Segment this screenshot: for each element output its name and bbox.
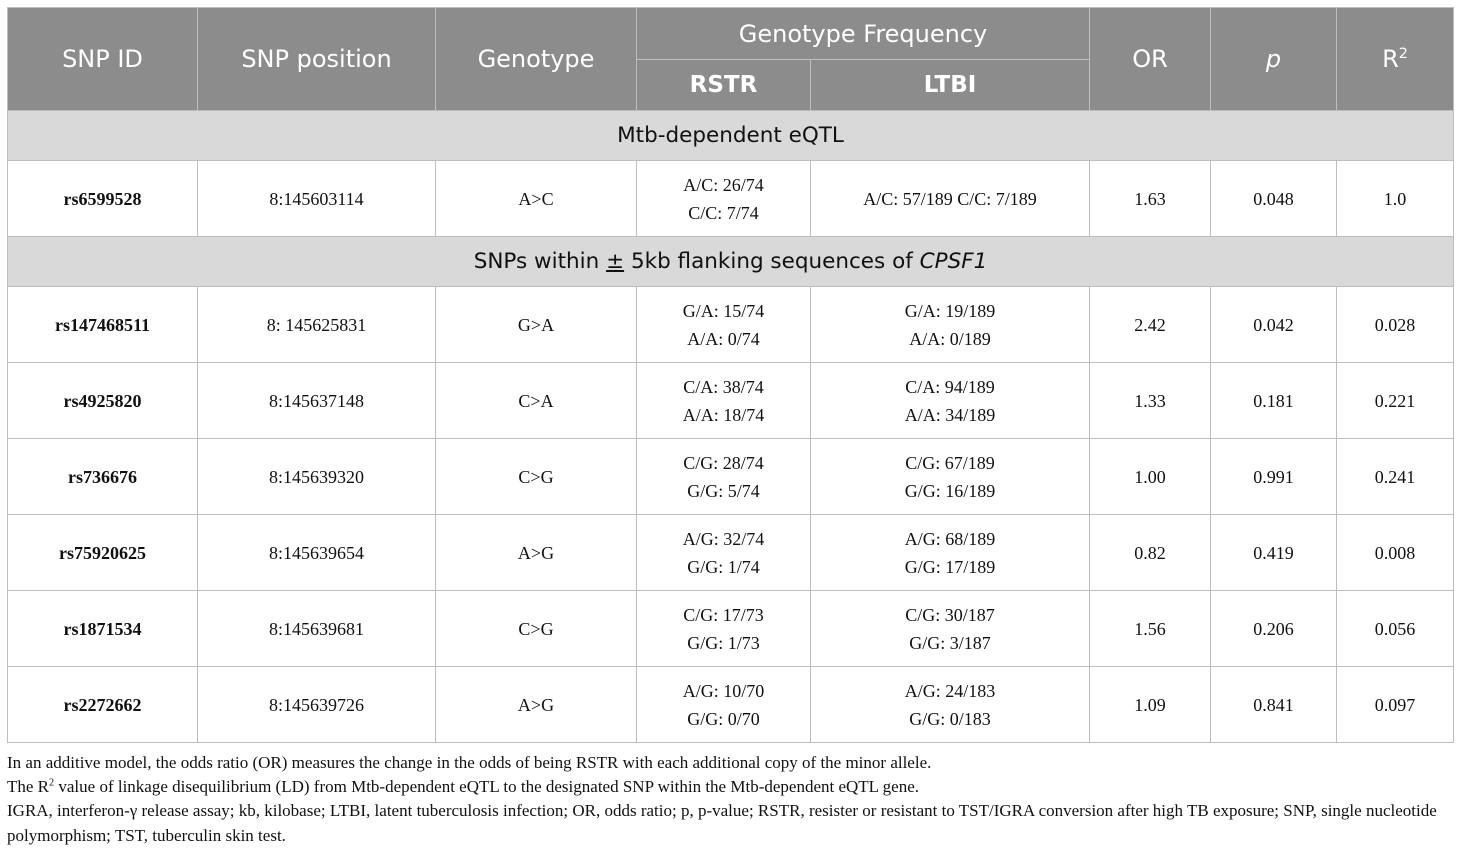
genotype-cell: A>G — [436, 515, 637, 591]
p-cell: 0.181 — [1211, 363, 1337, 439]
ltbi-cell — [811, 667, 1090, 743]
r2-cell: 0.241 — [1337, 439, 1454, 515]
section-title-eqtl: Mtb-dependent eQTL — [8, 111, 1454, 161]
table-row — [8, 515, 1454, 591]
rstr-line: C/A: 38/74 — [683, 376, 764, 397]
snp-id-cell: rs75920625 — [8, 515, 198, 591]
or-cell: 1.09 — [1090, 667, 1211, 743]
rstr-line: A/A: 0/74 — [687, 328, 760, 349]
rstr-line: A/G: 10/70 — [682, 680, 765, 701]
rstr-line: G/G: 5/74 — [687, 480, 760, 501]
table-row — [8, 363, 1454, 439]
r2-cell: 0.097 — [1337, 667, 1454, 743]
table-footnotes — [7, 751, 1453, 848]
snp-id-cell: rs147468511 — [8, 287, 198, 363]
genotype-cell: A>C — [436, 161, 637, 237]
or-cell: 1.63 — [1090, 161, 1211, 237]
genotype-cell: C>G — [436, 439, 637, 515]
ltbi-line: G/G: 0/183 — [909, 708, 991, 729]
table-row — [8, 439, 1454, 515]
snp-position-cell: 8:145639320 — [198, 439, 436, 515]
rstr-line: C/G: 17/73 — [683, 604, 764, 625]
genotype-cell: C>G — [436, 591, 637, 667]
footnote-r2-pre: The R — [7, 777, 50, 797]
genotype-cell: A>G — [436, 667, 637, 743]
rstr-cell — [637, 363, 811, 439]
p-cell: 0.042 — [1211, 287, 1337, 363]
header-r2-base: R — [1382, 45, 1399, 73]
or-cell: 2.42 — [1090, 287, 1211, 363]
table-header — [8, 8, 1454, 111]
rstr-line: G/A: 15/74 — [682, 300, 765, 321]
rstr-cell — [637, 161, 811, 237]
footnote-r2-superscript: 2 — [49, 777, 55, 789]
snp-table — [7, 7, 1454, 743]
section-row — [8, 111, 1454, 161]
snp-position-cell: 8:145639726 — [198, 667, 436, 743]
footnote-r2-post: value of linkage disequilibrium (LD) from Mtb-dependent eQTL to the designated SNP within the Mtb-dependent eQTL gene. — [54, 777, 920, 797]
ltbi-cell — [811, 591, 1090, 667]
ltbi-line: G/G: 3/187 — [909, 632, 991, 653]
snp-id-cell: rs736676 — [8, 439, 198, 515]
header-snp-position: SNP position — [198, 8, 436, 111]
r2-cell: 0.028 — [1337, 287, 1454, 363]
ltbi-line: A/C: 57/189 C/C: 7/189 — [863, 188, 1037, 209]
snp-id-cell: rs6599528 — [8, 161, 198, 237]
footnote-or: In an additive model, the odds ratio (OR) measures the change in the odds of being RSTR with each additional copy of the minor allele. — [7, 753, 932, 772]
rstr-cell — [637, 591, 811, 667]
ltbi-line: A/A: 0/189 — [909, 328, 991, 349]
snp-position-cell: 8:145639654 — [198, 515, 436, 591]
or-cell: 1.56 — [1090, 591, 1211, 667]
ltbi-cell — [811, 439, 1090, 515]
r2-cell: 1.0 — [1337, 161, 1454, 237]
r2-cell: 0.008 — [1337, 515, 1454, 591]
rstr-cell — [637, 515, 811, 591]
rstr-cell — [637, 667, 811, 743]
footnote-r2 — [7, 775, 1453, 799]
snp-position-cell: 8:145639681 — [198, 591, 436, 667]
table-row — [8, 591, 1454, 667]
section-title-mid: 5kb flanking sequences of — [624, 249, 920, 274]
p-cell: 0.048 — [1211, 161, 1337, 237]
rstr-line: A/G: 32/74 — [682, 528, 765, 549]
header-p: p — [1211, 8, 1337, 111]
p-cell: 0.841 — [1211, 667, 1337, 743]
rstr-cell — [637, 287, 811, 363]
ltbi-line: A/G: 68/189 — [904, 528, 996, 549]
header-genotype-frequency: Genotype Frequency — [637, 8, 1090, 60]
snp-position-cell: 8:145603114 — [198, 161, 436, 237]
section-row — [8, 237, 1454, 287]
ltbi-line: A/G: 24/183 — [904, 680, 996, 701]
ltbi-cell — [811, 287, 1090, 363]
rstr-cell — [637, 439, 811, 515]
genotype-cell: C>A — [436, 363, 637, 439]
rstr-line: A/A: 18/74 — [682, 404, 765, 425]
ltbi-line: A/A: 34/189 — [904, 404, 996, 425]
rstr-line: A/C: 26/74 — [683, 174, 764, 195]
ltbi-cell — [811, 161, 1090, 237]
snp-position-cell: 8: 145625831 — [198, 287, 436, 363]
p-cell: 0.991 — [1211, 439, 1337, 515]
rstr-line: G/G: 0/70 — [687, 708, 760, 729]
ltbi-line: C/G: 67/189 — [905, 452, 995, 473]
r2-cell: 0.221 — [1337, 363, 1454, 439]
header-rstr: RSTR — [637, 60, 811, 111]
footnote-abbreviations: IGRA, interferon-γ release assay; kb, kilobase; LTBI, latent tuberculosis infection; OR, odds ratio; p, p-value; RSTR, resister or resistant to TST/IGRA conversion after high TB exposure; SNP, single nucleotide polymorphism; TST, tuberculin skin test. — [7, 801, 1437, 845]
ltbi-line: C/A: 94/189 — [905, 376, 995, 397]
or-cell: 1.00 — [1090, 439, 1211, 515]
header-genotype: Genotype — [436, 8, 637, 111]
genotype-cell: G>A — [436, 287, 637, 363]
header-snp-id: SNP ID — [8, 8, 198, 111]
ltbi-line: G/G: 17/189 — [904, 556, 996, 577]
ltbi-line: G/G: 16/189 — [904, 480, 996, 501]
snp-id-cell: rs2272662 — [8, 667, 198, 743]
section-title-pre: SNPs within — [473, 249, 607, 274]
snp-id-cell: rs4925820 — [8, 363, 198, 439]
snp-position-cell: 8:145637148 — [198, 363, 436, 439]
header-r2 — [1337, 8, 1454, 111]
table-row — [8, 161, 1454, 237]
p-cell: 0.206 — [1211, 591, 1337, 667]
or-cell: 0.82 — [1090, 515, 1211, 591]
rstr-line: G/G: 1/74 — [687, 556, 760, 577]
or-cell: 1.33 — [1090, 363, 1211, 439]
rstr-line: C/C: 7/74 — [688, 202, 759, 223]
ltbi-cell — [811, 363, 1090, 439]
plus-minus-symbol: ± — [606, 249, 625, 274]
rstr-line: C/G: 28/74 — [683, 452, 764, 473]
p-cell: 0.419 — [1211, 515, 1337, 591]
table-row — [8, 667, 1454, 743]
header-or: OR — [1090, 8, 1211, 111]
ltbi-cell — [811, 515, 1090, 591]
gene-name: CPSF1 — [919, 249, 988, 274]
section-title-flanking — [8, 237, 1454, 287]
ltbi-line: G/A: 19/189 — [904, 300, 996, 321]
rstr-line: G/G: 1/73 — [687, 632, 760, 653]
header-ltbi: LTBI — [811, 60, 1090, 111]
snp-id-cell: rs1871534 — [8, 591, 198, 667]
table-row — [8, 287, 1454, 363]
header-r2-superscript: 2 — [1398, 46, 1408, 62]
ltbi-line: C/G: 30/187 — [905, 604, 995, 625]
r2-cell: 0.056 — [1337, 591, 1454, 667]
